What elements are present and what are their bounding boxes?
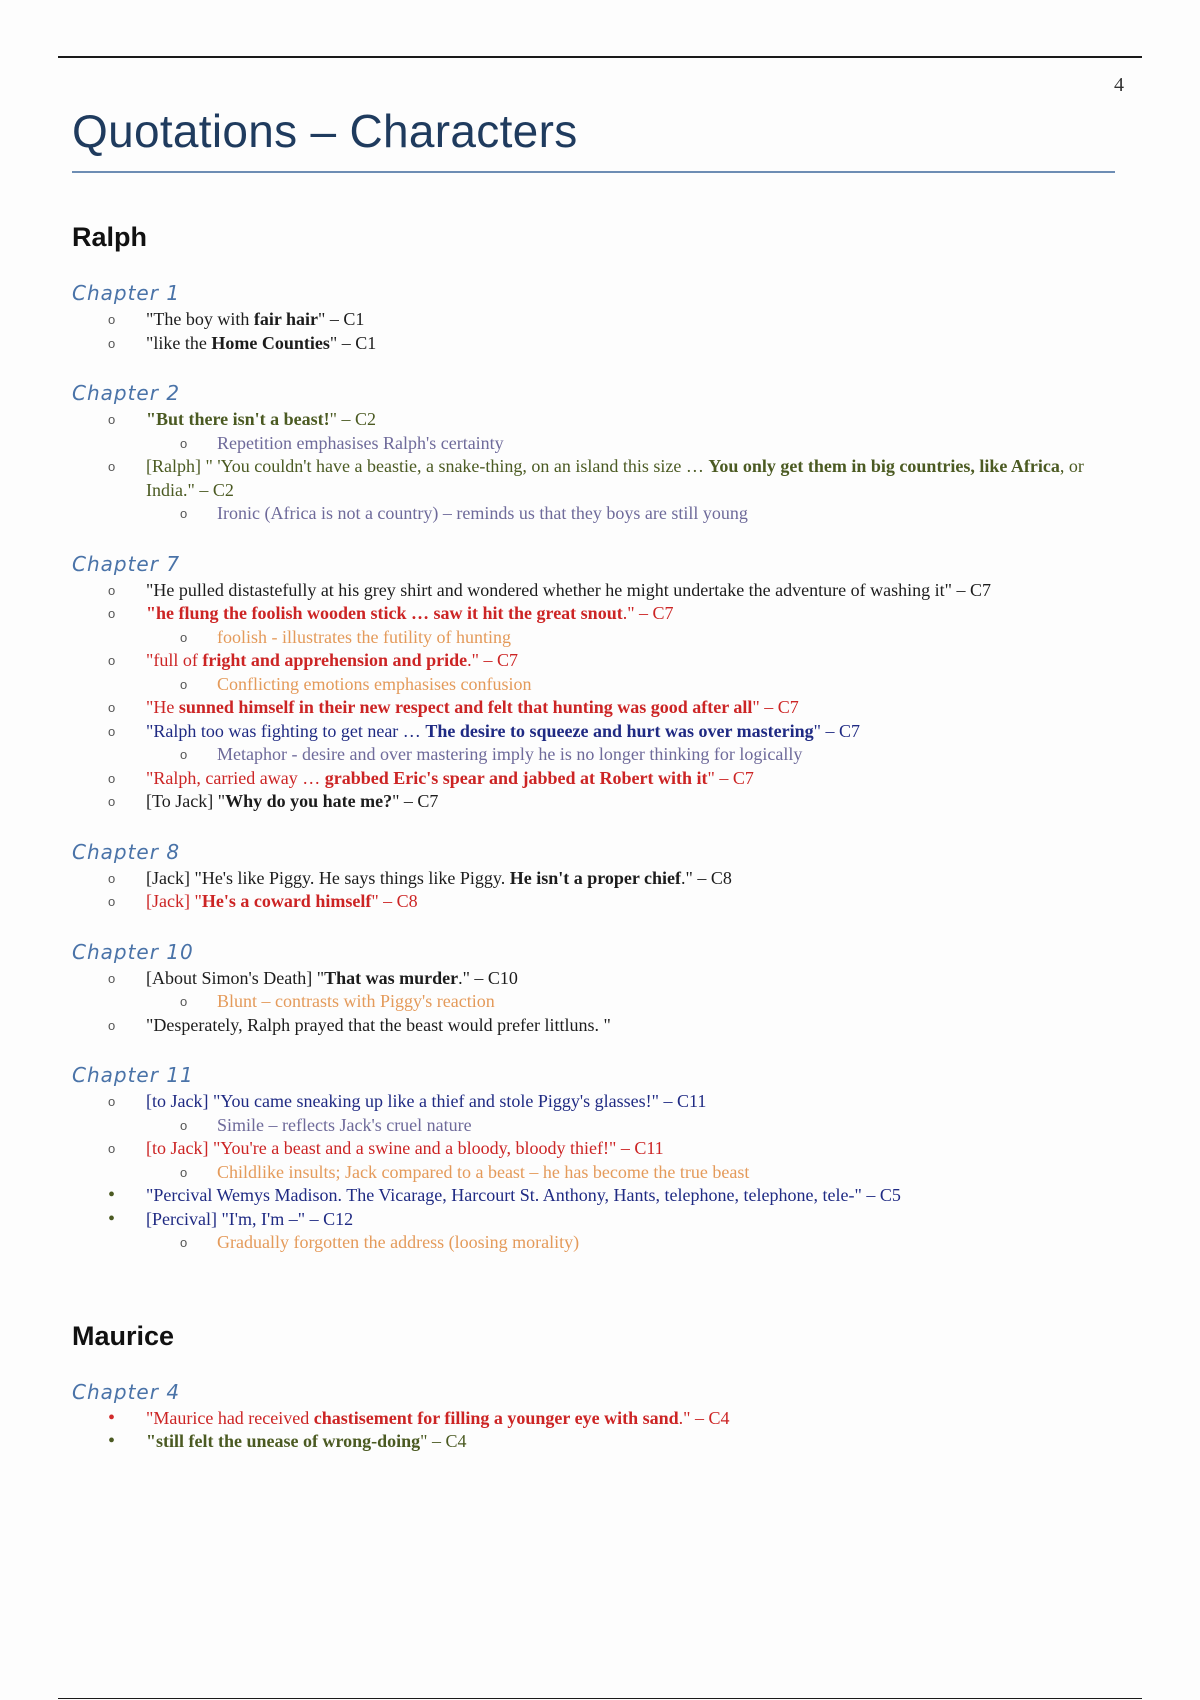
quote-list <box>72 967 1132 1038</box>
analysis-note: o Ironic (Africa is not a country) – reminds us that they boys are still young <box>72 502 1132 526</box>
chapter-heading: Chapter 1 <box>72 281 181 305</box>
quote-item <box>72 308 1132 332</box>
quote-item <box>72 967 1132 991</box>
quote-emphasis: "But there isn't a beast! <box>146 409 330 429</box>
quote-emphasis: fright and apprehension and pride <box>202 650 468 670</box>
document-body <box>72 222 1132 1480</box>
quote-ref: , or India." – C2 <box>146 456 1084 500</box>
quote-list <box>72 579 1132 814</box>
ralph-chapter-10 <box>72 940 1132 1038</box>
ralph-chapter-2 <box>72 381 1132 526</box>
quote-list <box>72 1090 1132 1255</box>
quote-text: [Jack] " <box>146 891 202 911</box>
quote-text: [About Simon's Death] " <box>146 967 325 988</box>
ralph-chapter-1 <box>72 281 1132 355</box>
quote-text: "like the <box>146 332 212 353</box>
quote-item: o [to Jack] "You're a beast and a swine and a bloody, bloody thief!" – C11 <box>72 1137 1132 1161</box>
quote-ref: ." – C10 <box>458 967 518 988</box>
quote-ref: ." – C4 <box>678 1407 730 1428</box>
quote-emphasis: That was murder <box>324 967 459 988</box>
quote-emphasis: Why do you hate me? <box>225 791 393 811</box>
chapter-heading: Chapter 7 <box>72 551 181 576</box>
quote-emphasis: chastisement for filling a younger eye with sand <box>313 1407 679 1428</box>
quote-text: [To Jack] " <box>146 791 226 811</box>
quote-text: "He <box>146 697 179 717</box>
analysis-note: o foolish - illustrates the futility of hunting <box>72 626 1132 650</box>
quote-item: • "Percival Wemys Madison. The Vicarage, Harcourt St. Anthony, Hants, telephone, telephone, tele-" – C5 <box>72 1184 1132 1208</box>
ralph-chapter-11 <box>72 1063 1132 1255</box>
quote-emphasis: "he flung the foolish wooden stick … saw it hit the great snout <box>146 603 623 623</box>
quote-text: "Maurice had received <box>146 1407 314 1428</box>
quote-item: o "He pulled distastefully at his grey shirt and wondered whether he might undertake the adventure of washing it" – C7 <box>72 579 1132 603</box>
quote-item <box>72 408 1132 432</box>
quote-emphasis: The desire to squeeze and hurt was over mastering <box>425 720 814 741</box>
ralph-chapter-7 <box>72 552 1132 814</box>
quote-emphasis: grabbed Eric's spear and jabbed at Robert with it <box>324 767 708 788</box>
quote-ref: ." – C7 <box>622 603 674 623</box>
quote-emphasis: "still felt the unease of wrong-doing <box>146 1431 421 1451</box>
quote-ref: " – C7 <box>707 767 754 788</box>
analysis-note: o Repetition emphasises Ralph's certainty <box>72 432 1132 456</box>
ralph-chapter-8 <box>72 840 1132 914</box>
quote-emphasis: He's a coward himself <box>201 891 372 911</box>
quote-ref: " – C4 <box>420 1431 467 1451</box>
quote-ref: " – C8 <box>371 891 418 911</box>
quote-item <box>72 602 1132 626</box>
quote-ref: " – C7 <box>392 791 439 811</box>
page-number: 4 <box>1114 74 1124 96</box>
quote-list <box>72 308 1132 355</box>
bottom-rule <box>58 1698 1142 1699</box>
quote-item <box>72 1430 1132 1454</box>
chapter-heading: Chapter 2 <box>72 381 181 405</box>
quote-ref: " – C1 <box>318 309 365 329</box>
quote-item <box>72 890 1132 914</box>
page-title: Quotations – Characters <box>72 105 578 157</box>
quote-list <box>72 1407 1132 1454</box>
quote-item <box>72 649 1132 673</box>
analysis-note: o Blunt – contrasts with Piggy's reaction <box>72 990 1132 1014</box>
quote-emphasis: Home Counties <box>211 332 330 353</box>
quote-ref: ." – C7 <box>467 650 518 670</box>
quote-item: • [Percival] "I'm, I'm –" – C12 <box>72 1208 1132 1232</box>
quote-emphasis: sunned himself in their new respect and felt that hunting was good after all <box>178 697 753 717</box>
quote-text: "The boy with <box>146 309 254 329</box>
section-heading-ralph: Ralph <box>72 222 148 252</box>
chapter-heading: Chapter 8 <box>72 839 181 864</box>
quote-text: [Jack] "He's like Piggy. He says things like Piggy. <box>146 867 510 888</box>
quote-ref: " – C7 <box>752 697 799 717</box>
quote-text: "Ralph too was fighting to get near … <box>146 720 426 741</box>
quote-text: [Ralph] " 'You couldn't have a beastie, a snake-thing, on an island this size … <box>146 456 709 476</box>
quote-item <box>72 867 1132 891</box>
analysis-note: o Childlike insults; Jack compared to a beast – he has become the true beast <box>72 1161 1132 1185</box>
quote-item <box>72 1407 1132 1431</box>
title-underline <box>72 171 1115 173</box>
quote-emphasis: He isn't a proper chief <box>509 867 682 888</box>
quote-emphasis: You only get them in big countries, like Africa <box>708 456 1060 476</box>
analysis-note: o Simile – reflects Jack's cruel nature <box>72 1114 1132 1138</box>
quote-item <box>72 767 1132 791</box>
quote-item: o [to Jack] "You came sneaking up like a thief and stole Piggy's glasses!" – C11 <box>72 1090 1132 1114</box>
quote-item: o "Desperately, Ralph prayed that the beast would prefer littluns. " <box>72 1014 1132 1038</box>
chapter-heading: Chapter 10 <box>72 939 194 964</box>
analysis-note: o Gradually forgotten the address (loosing morality) <box>72 1231 1132 1255</box>
quote-list <box>72 408 1132 526</box>
quote-ref: " – C7 <box>813 720 860 741</box>
quote-ref: " – C1 <box>329 332 377 353</box>
quote-item <box>72 455 1132 502</box>
quote-emphasis: fair hair <box>253 309 319 329</box>
quote-item <box>72 790 1132 814</box>
chapter-heading: Chapter 4 <box>72 1379 181 1404</box>
chapter-heading: Chapter 11 <box>72 1063 194 1087</box>
analysis-note: o Metaphor - desire and over mastering imply he is no longer thinking for logically <box>72 743 1132 767</box>
quote-ref: ." – C8 <box>681 867 732 888</box>
quote-item <box>72 720 1132 744</box>
analysis-note: o Conflicting emotions emphasises confusion <box>72 673 1132 697</box>
quote-item <box>72 332 1132 356</box>
quote-list <box>72 867 1132 914</box>
quote-item <box>72 696 1132 720</box>
quote-text: "full of <box>146 650 203 670</box>
quote-ref: " – C2 <box>329 409 377 429</box>
maurice-chapter-4 <box>72 1380 1132 1454</box>
top-rule <box>58 56 1142 58</box>
quote-text: "Ralph, carried away … <box>146 767 325 788</box>
section-heading-maurice: Maurice <box>72 1320 175 1351</box>
